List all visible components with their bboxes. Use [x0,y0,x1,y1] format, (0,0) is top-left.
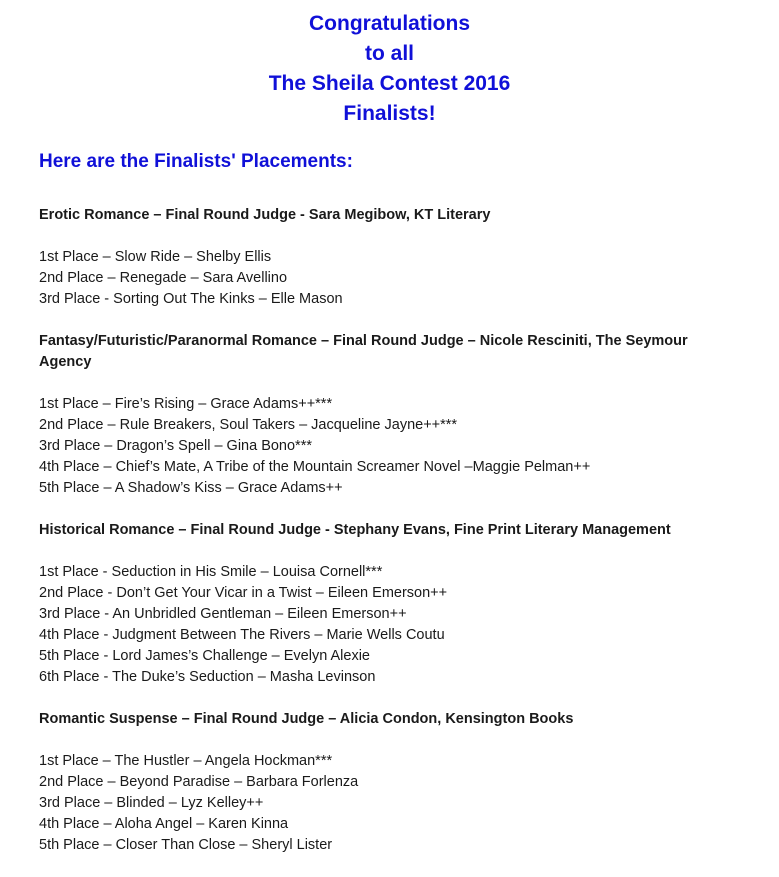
banner-line-1: Congratulations [309,12,470,35]
placement-entry: 1st Place – The Hustler – Angela Hockman*** [39,753,333,769]
placement-entry: 3rd Place – Dragon’s Spell – Gina Bono*** [39,438,312,454]
placement-entry: 3rd Place - Sorting Out The Kinks – Elle Mason [39,291,343,307]
placement-entry: 4th Place - Judgment Between The Rivers – Marie Wells Coutu [39,627,445,643]
placement-entry: 4th Place – Chief’s Mate, A Tribe of the Mountain Screamer Novel –Maggie Pelman++ [39,459,591,475]
placement-entry: 3rd Place - An Unbridled Gentleman – Eileen Emerson++ [39,606,407,622]
banner-line-2: to all [364,42,414,65]
placement-entry: 4th Place – Aloha Angel – Karen Kinna [39,816,289,832]
category-entries [39,562,739,688]
placement-entry: 2nd Place – Renegade – Sara Avellino [39,270,288,286]
category-entries [39,394,739,499]
category-title: Fantasy/Futuristic/Paranormal Romance – Final Round Judge – Nicole Resciniti, The Seymour Agency [39,333,688,370]
category-romantic-suspense [39,709,739,856]
placement-entry: 2nd Place – Beyond Paradise – Barbara Forlenza [39,774,359,790]
placements-subheading: Here are the Finalists' Placements: [39,151,353,172]
category-entries [39,751,739,856]
placement-entry: 6th Place - The Duke’s Seduction – Masha Levinson [39,669,376,685]
congratulations-banner [0,9,779,129]
category-historical-romance [39,520,739,688]
placement-entry: 2nd Place – Rule Breakers, Soul Takers – Jacqueline Jayne++*** [39,417,458,433]
placement-entry: 1st Place – Slow Ride – Shelby Ellis [39,249,272,265]
placements-list [39,205,739,877]
placement-entry: 3rd Place – Blinded – Lyz Kelley++ [39,795,264,811]
category-title: Historical Romance – Final Round Judge - Stephany Evans, Fine Print Literary Management [39,522,671,538]
category-title: Erotic Romance – Final Round Judge - Sara Megibow, KT Literary [39,207,491,223]
category-erotic-romance [39,205,739,310]
placement-entry: 5th Place – Closer Than Close – Sheryl Lister [39,837,333,853]
placement-entry: 1st Place – Fire’s Rising – Grace Adams++*** [39,396,333,412]
banner-line-4: Finalists! [343,102,436,125]
banner-line-3: The Sheila Contest 2016 [268,72,511,95]
placement-entry: 2nd Place - Don’t Get Your Vicar in a Twist – Eileen Emerson++ [39,585,448,601]
category-entries [39,247,739,310]
category-title: Romantic Suspense – Final Round Judge – Alicia Condon, Kensington Books [39,711,574,727]
placement-entry: 1st Place - Seduction in His Smile – Louisa Cornell*** [39,564,383,580]
placement-entry: 5th Place - Lord James’s Challenge – Evelyn Alexie [39,648,371,664]
placement-entry: 5th Place – A Shadow’s Kiss – Grace Adams++ [39,480,343,496]
category-fantasy-futuristic-paranormal [39,331,739,499]
